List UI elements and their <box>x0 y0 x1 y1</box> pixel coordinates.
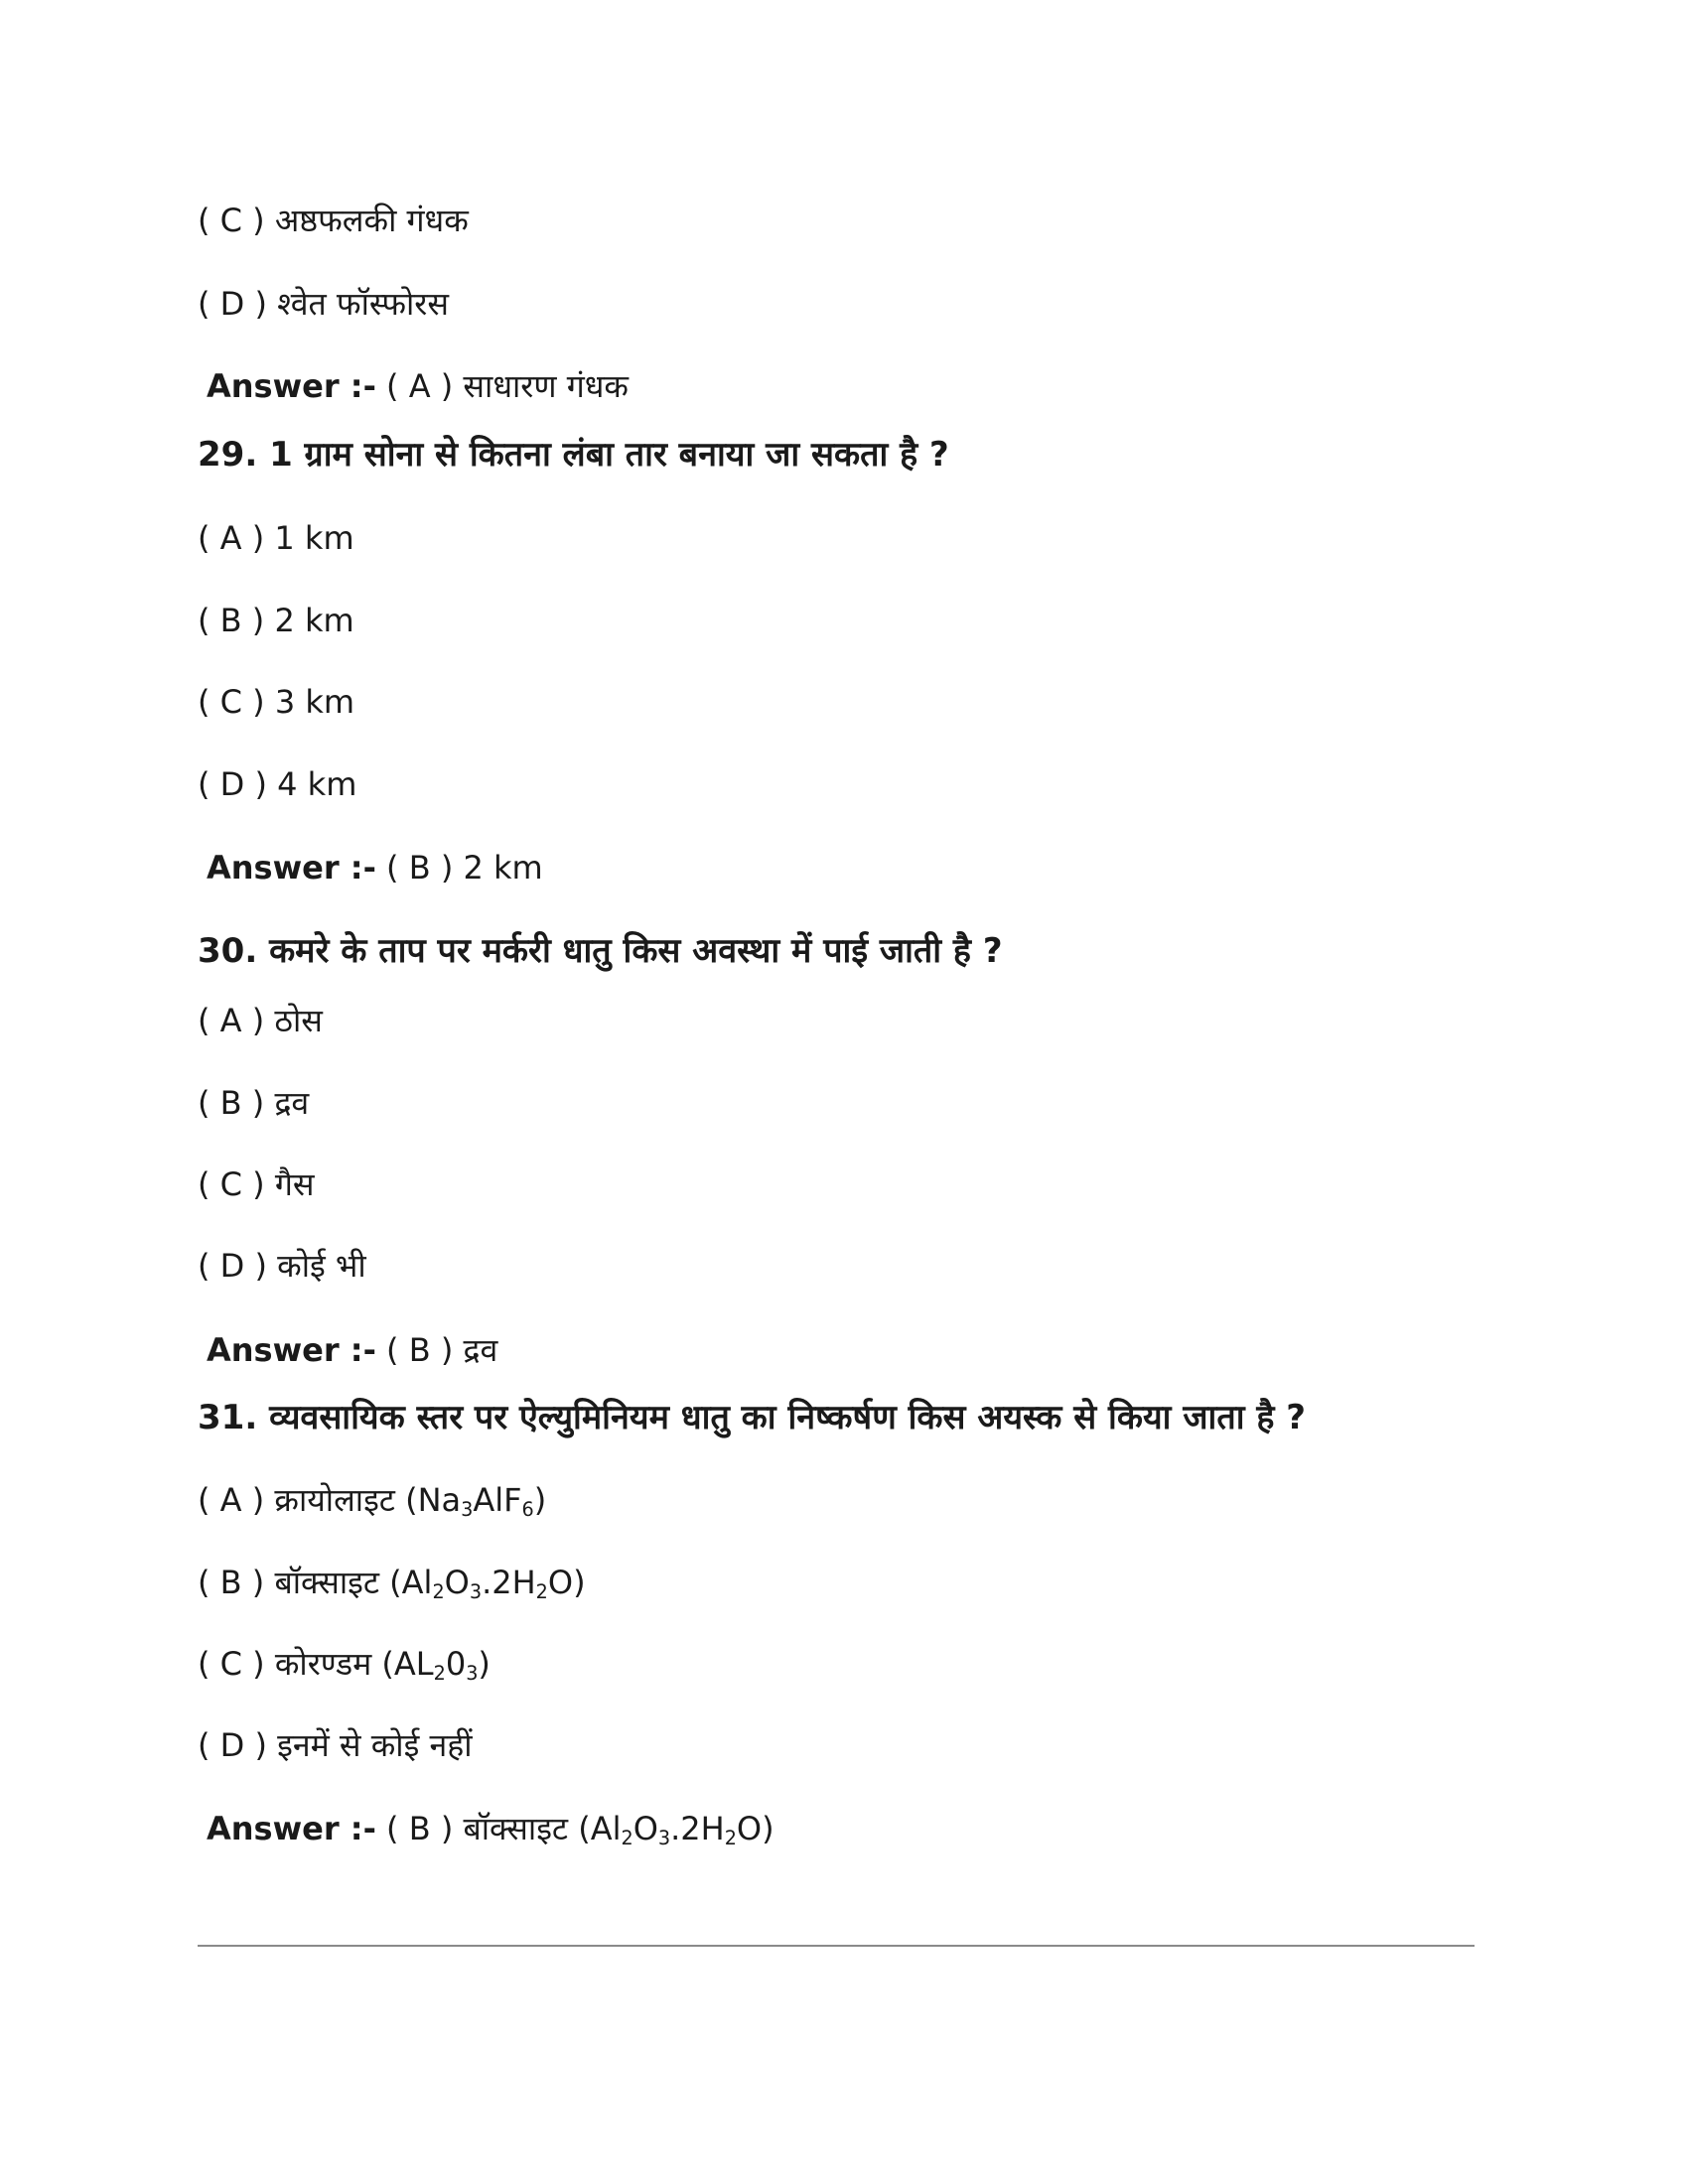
option-a <box>198 1475 546 1525</box>
answer-label: Answer :- <box>207 1810 376 1847</box>
option-c <box>198 1639 491 1689</box>
subscript: 2 <box>433 1661 446 1685</box>
subscript: 3 <box>461 1497 474 1521</box>
line-text: ( A ) साधारण गंधक <box>375 367 629 405</box>
subscript: 3 <box>657 1826 671 1849</box>
line-text: ( B ) द्रव <box>375 1331 498 1369</box>
option-d <box>198 759 356 809</box>
line-text: ( B ) 2 km <box>375 849 543 887</box>
line-text: O <box>633 1810 658 1847</box>
answer-30 <box>207 1325 497 1375</box>
option-d <box>198 279 449 329</box>
question-31 <box>198 1393 1306 1442</box>
subscript: 6 <box>521 1497 534 1521</box>
line-text: ( B ) बॉक्साइट (Al <box>198 1564 433 1601</box>
option-d <box>198 1720 473 1770</box>
line-text: ( B ) द्रव <box>198 1084 310 1122</box>
option-c <box>198 677 354 727</box>
line-text: 31. व्यवसायिक स्तर पर ऐल्युमिनियम धातु का निष्कर्षण किस अयस्क से किया जाता है ? <box>198 1398 1306 1437</box>
answer-label: Answer :- <box>207 1331 376 1369</box>
line-text: ( C ) कोरण्डम (AL <box>198 1645 434 1683</box>
subscript: 2 <box>621 1826 633 1849</box>
line-text: ( B ) 2 km <box>198 602 354 639</box>
option-c <box>198 196 469 245</box>
line-text: ( C ) 3 km <box>198 683 355 721</box>
option-a <box>198 996 323 1045</box>
answer-29 <box>207 843 543 892</box>
line-text: AlF <box>473 1481 522 1519</box>
line-text: 30. कमरे के ताप पर मर्करी धातु किस अवस्था में पाई जाती है ? <box>198 931 1003 971</box>
answer-label: Answer :- <box>207 849 376 887</box>
answer-31 <box>207 1804 774 1853</box>
line-text: ( A ) क्रायोलाइट (Na <box>198 1481 462 1519</box>
subscript: 2 <box>432 1579 445 1603</box>
line-text: ) <box>478 1645 491 1683</box>
subscript: 3 <box>466 1661 479 1685</box>
option-a <box>198 513 354 563</box>
line-text: ) <box>533 1481 547 1519</box>
answer-28 <box>207 361 629 411</box>
subscript: 3 <box>469 1579 483 1603</box>
line-text: ( C ) अष्ठफलकी गंधक <box>198 202 469 239</box>
question-29 <box>198 430 949 479</box>
line-text: O) <box>547 1564 586 1601</box>
line-text: 29. 1 ग्राम सोना से कितना लंबा तार बनाया जा सकता है ? <box>198 435 949 475</box>
line-text: 0 <box>445 1645 467 1683</box>
question-30 <box>198 926 1003 976</box>
option-b <box>198 596 354 645</box>
line-text: ( B ) बॉक्साइट (Al <box>375 1810 622 1847</box>
footer-divider <box>198 1945 1475 1947</box>
subscript: 2 <box>535 1579 548 1603</box>
line-text: ( C ) गैस <box>198 1165 315 1203</box>
line-text: ( D ) 4 km <box>198 765 357 803</box>
subscript: 2 <box>724 1826 737 1849</box>
answer-label: Answer :- <box>207 367 376 405</box>
line-text: O) <box>736 1810 774 1847</box>
line-text: ( D ) इनमें से कोई नहीं <box>198 1726 473 1764</box>
line-text: ( A ) 1 km <box>198 519 354 557</box>
option-c <box>198 1160 314 1209</box>
option-b <box>198 1558 586 1607</box>
line-text: ( D ) श्वेत फॉस्फोरस <box>198 285 450 323</box>
option-b <box>198 1078 309 1128</box>
line-text: .2H <box>670 1810 725 1847</box>
option-d <box>198 1241 366 1291</box>
line-text: .2H <box>482 1564 536 1601</box>
line-text: O <box>444 1564 470 1601</box>
line-text: ( D ) कोई भी <box>198 1247 366 1285</box>
line-text: ( A ) ठोस <box>198 1002 323 1039</box>
